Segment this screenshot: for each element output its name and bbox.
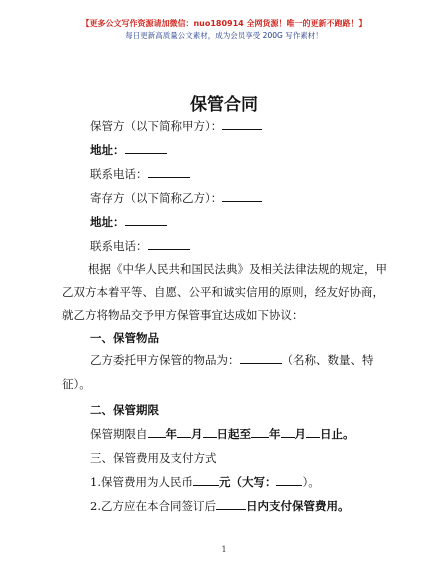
- keeper-label: 保管方（以下简称甲方）：: [90, 119, 223, 133]
- phone2-line: [90, 238, 190, 254]
- year-label-1: 年: [165, 427, 177, 441]
- end-month-blank[interactable]: [281, 427, 295, 438]
- month-label-1: 月: [191, 427, 203, 441]
- to-label: 日起至: [216, 427, 251, 441]
- phone2-blank[interactable]: [148, 239, 190, 250]
- phone1-line: [90, 166, 190, 182]
- page-number: 1: [221, 545, 227, 554]
- month-label-2: 月: [294, 427, 306, 441]
- intro-paragraph: 根据《中华人民共和国民法典》及相关法律法规的规定，甲乙双方本着平等、自愿、公平和诚实信用的原则，经友好协商，就乙方将物品交予甲方保管事宜达成如下协议：: [62, 262, 387, 322]
- phone1-blank[interactable]: [148, 167, 190, 178]
- phone2-label: 联系电话：: [90, 239, 148, 253]
- address2-label: 地址：: [90, 215, 125, 229]
- fee-item-2-text-a: 2.乙方应在本合同签订后: [90, 499, 216, 513]
- year-label-2: 年: [269, 427, 281, 441]
- promo-banner-line1: 【更多公文写作资源请加微信：nuo180914 全网货源！唯一的更新不跑路！】: [81, 19, 367, 28]
- fee-item-1-text-b: 元（大写：: [218, 475, 277, 489]
- address1-line: [90, 142, 167, 158]
- keeper-line: [90, 118, 262, 134]
- address2-blank[interactable]: [125, 215, 167, 226]
- section2-heading: 二、保管期限: [90, 403, 159, 417]
- period-line: [90, 426, 355, 442]
- depositor-blank[interactable]: [222, 191, 262, 202]
- address1-label: 地址：: [90, 143, 125, 157]
- document-title: 保管合同: [190, 95, 258, 115]
- end-label: 日止。: [320, 427, 355, 441]
- depositor-label: 寄存方（以下简称乙方）：: [90, 191, 223, 205]
- depositor-line: [90, 190, 262, 206]
- end-year-blank[interactable]: [251, 427, 269, 438]
- start-year-blank[interactable]: [148, 427, 166, 438]
- address2-line: [90, 214, 167, 230]
- section1-text-a: 乙方委托甲方保管的物品为：: [90, 353, 240, 367]
- section1-heading: 一、保管物品: [90, 331, 159, 345]
- keeper-blank[interactable]: [222, 119, 262, 130]
- fee-capital-blank[interactable]: [276, 475, 302, 486]
- period-from-label: 保管期限自: [90, 427, 148, 441]
- phone1-label: 联系电话：: [90, 167, 148, 181]
- promo-banner-line2: 每日更新高质量公文素材，成为会员享受 200G 写作素材！: [125, 31, 323, 40]
- items-blank[interactable]: [240, 353, 282, 364]
- section1-text-b: （名称、数量、特征）。: [62, 353, 374, 391]
- fee-item-1-text-a: 1.保管费用为人民币: [90, 475, 193, 489]
- end-day-blank[interactable]: [306, 427, 320, 438]
- address1-blank[interactable]: [125, 143, 167, 154]
- start-month-blank[interactable]: [177, 427, 191, 438]
- fee-item-2-text-b: 日内支付保管费用。: [245, 499, 350, 513]
- payment-days-blank[interactable]: [216, 499, 246, 510]
- fee-item-2: [90, 498, 349, 514]
- fee-amount-blank[interactable]: [193, 475, 219, 486]
- fee-item-1-text-c: ）。: [302, 475, 320, 489]
- start-day-blank[interactable]: [203, 427, 217, 438]
- section3-heading: 三、保管费用及支付方式: [90, 451, 217, 465]
- fee-item-1: [90, 474, 320, 490]
- section1-paragraph: [62, 348, 392, 396]
